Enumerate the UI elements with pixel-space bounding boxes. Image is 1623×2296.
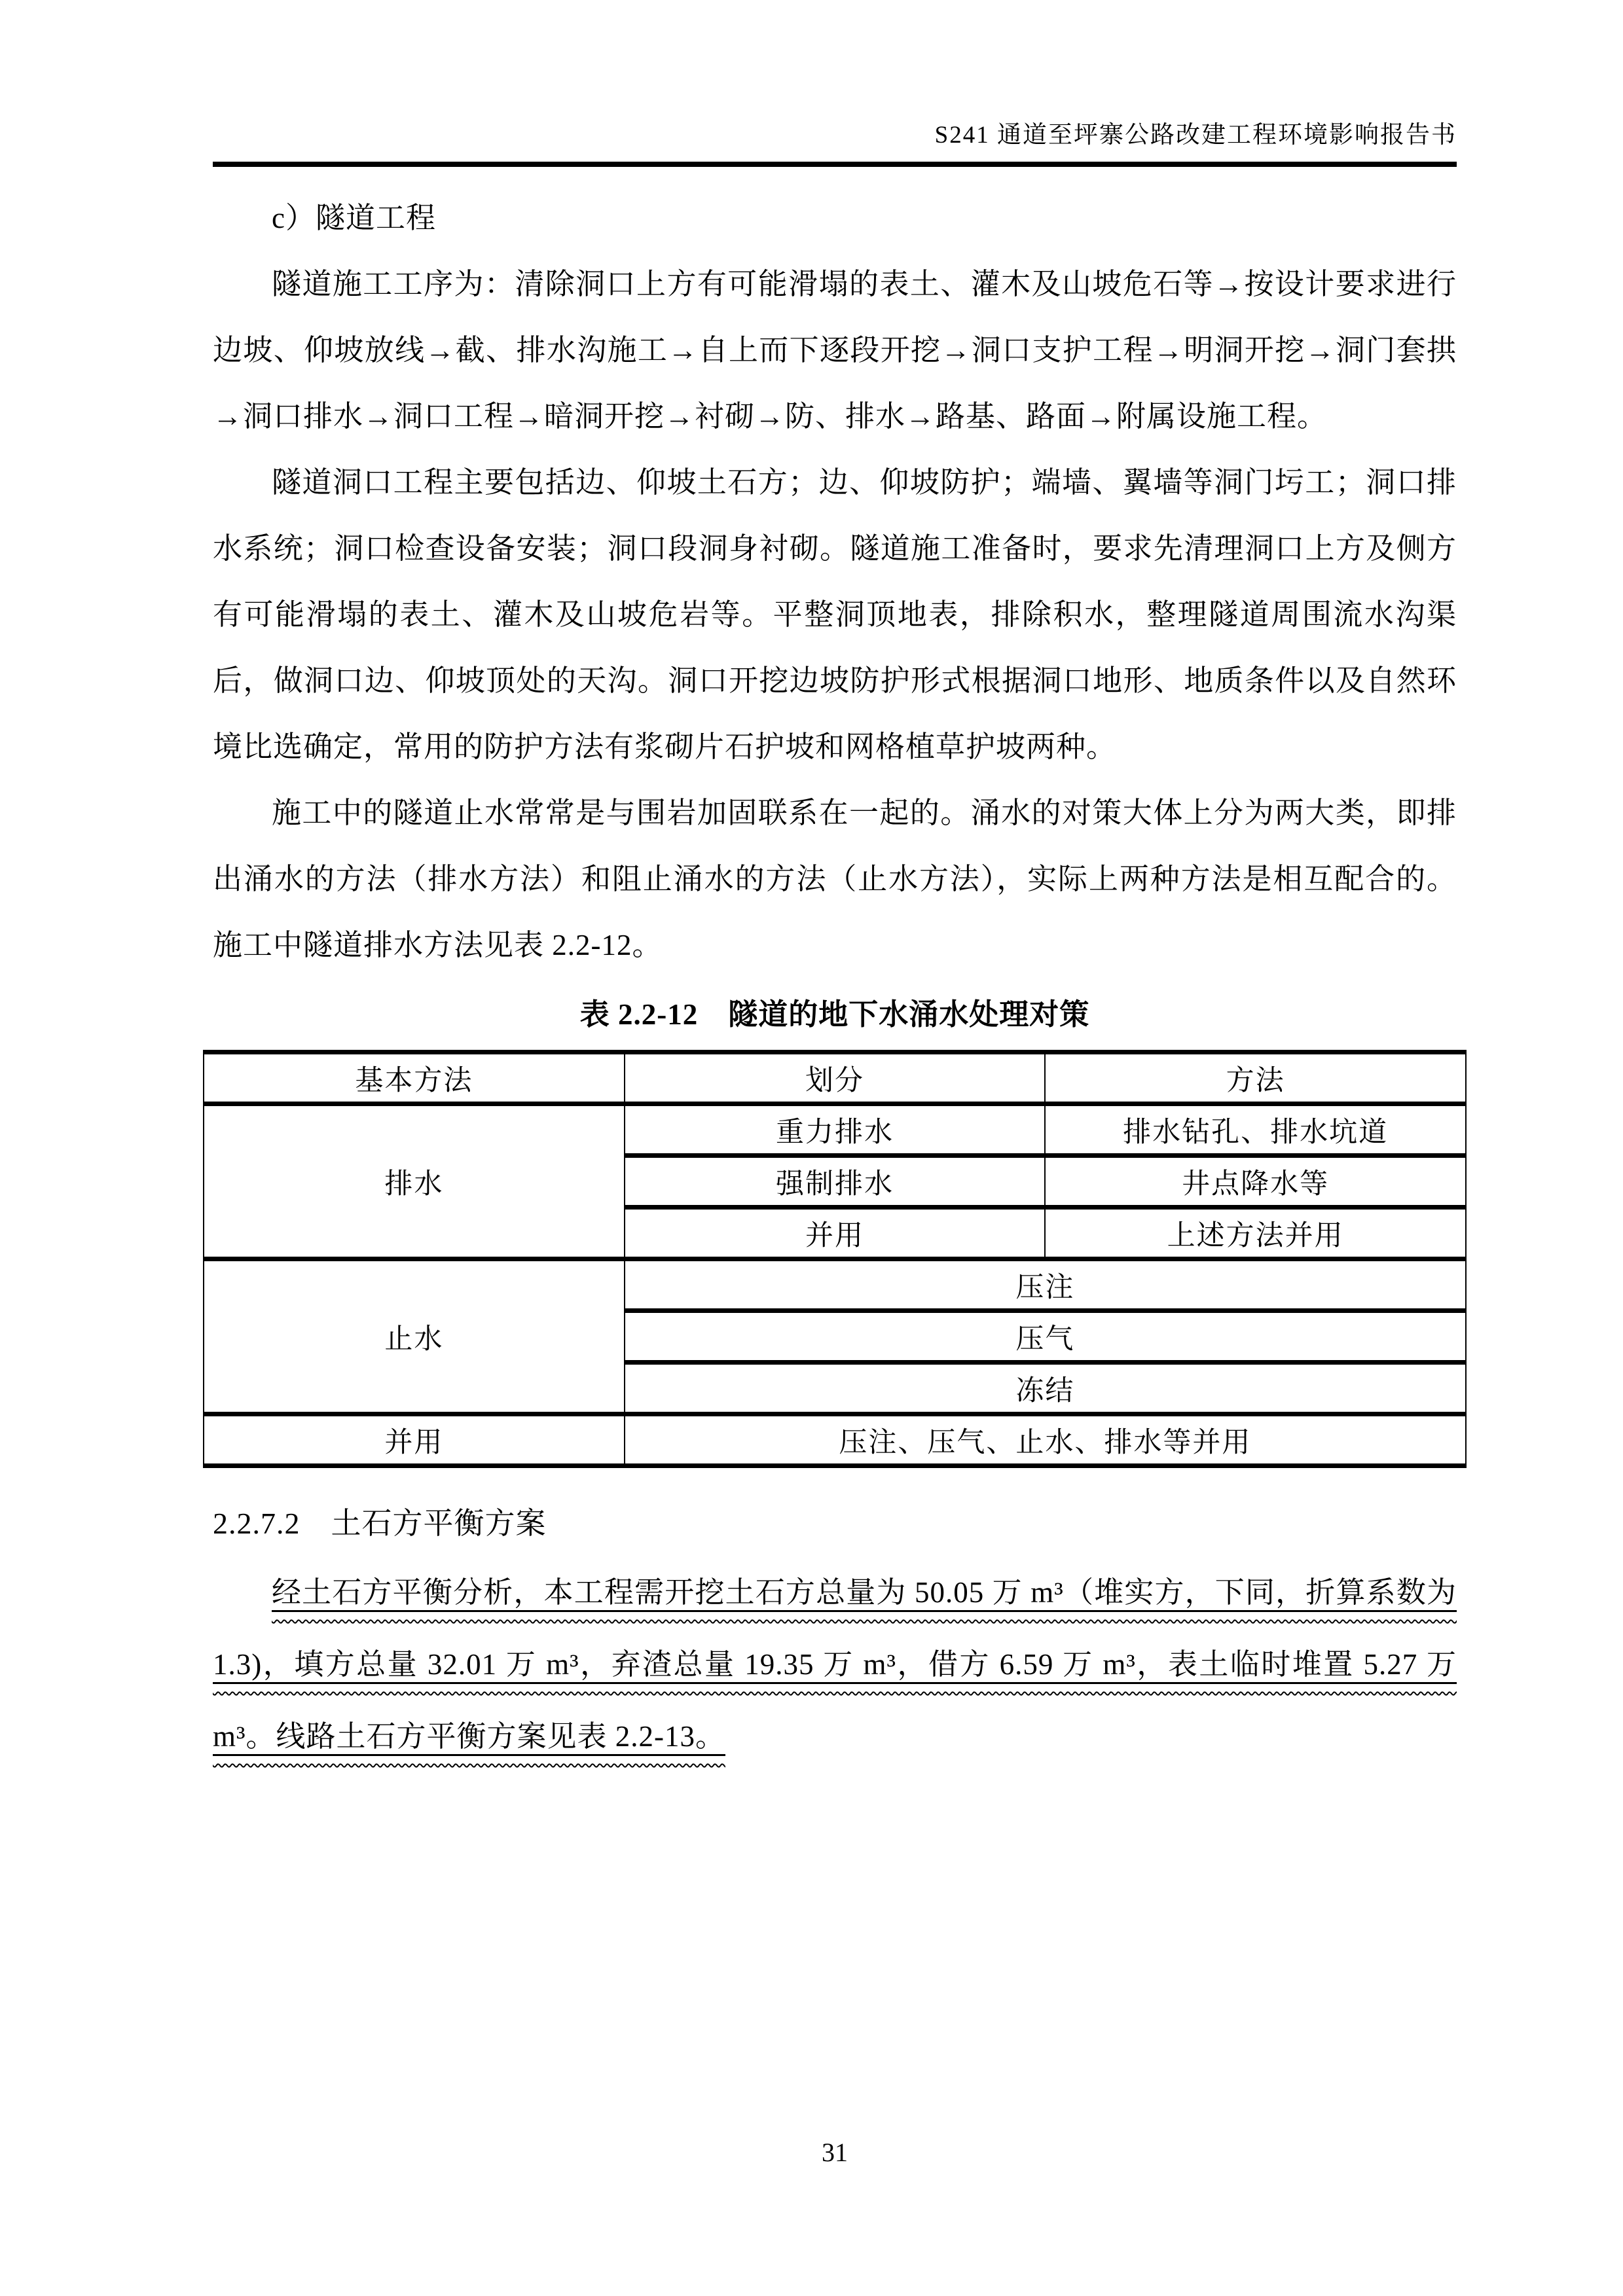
cell-drainage-label: 排水 <box>204 1104 625 1259</box>
cell-gravity-drainage-method: 排水钻孔、排水坑道 <box>1045 1104 1466 1156</box>
cell-grouting: 压注 <box>625 1259 1466 1311</box>
column-header-division: 划分 <box>625 1052 1046 1104</box>
cell-gravity-drainage: 重力排水 <box>625 1104 1046 1156</box>
item-c-heading: c）隧道工程 <box>272 202 436 234</box>
cell-water-stop-label: 止水 <box>204 1259 625 1414</box>
table-header-row <box>204 1052 1466 1104</box>
table-row-grouting <box>204 1259 1466 1311</box>
table-body <box>204 1052 1466 1466</box>
cell-compressed-air: 压气 <box>625 1311 1466 1363</box>
table-row-gravity-drainage <box>204 1104 1466 1156</box>
header-rule <box>213 162 1457 167</box>
cell-drainage-combined-method: 上述方法并用 <box>1045 1208 1466 1259</box>
document-body <box>213 185 1457 1772</box>
page-footer <box>213 2137 1457 2168</box>
cell-drainage-combined: 并用 <box>625 1208 1046 1259</box>
page-number: 31 <box>822 2138 848 2167</box>
header-title: S241 通道至坪寨公路改建工程环境影响报告书 <box>934 122 1457 149</box>
cell-forced-drainage-method: 井点降水等 <box>1045 1156 1466 1208</box>
section-2-2-7-2-heading: 2.2.7.2 土石方平衡方案 <box>213 1507 547 1540</box>
column-header-method: 方法 <box>1045 1052 1466 1104</box>
page-header <box>213 121 1457 167</box>
paragraph-water-control: 施工中的隧道止水常常是与围岩加固联系在一起的。涌水的对策大体上分为两大类，即排出涌水的方法（排水方法）和阻止涌水的方法（止水方法），实际上两种方法是相互配合的。施工中隧道排水方法见表 2.2-12。 <box>213 797 1457 961</box>
paragraph-earthwork-balance <box>213 1556 1457 1772</box>
table-row-combined-use <box>204 1414 1466 1466</box>
table-2-2-12-title: 表 2.2-12 隧道的地下水涌水处理对策 <box>579 998 1090 1031</box>
table-2-2-12 <box>203 1050 1467 1468</box>
cell-forced-drainage: 强制排水 <box>625 1156 1046 1208</box>
paragraph-portal-works: 隧道洞口工程主要包括边、仰坡土石方；边、仰坡防护；端墙、翼墙等洞门圬工；洞口排水系统；洞口检查设备安装；洞口段洞身衬砌。隧道施工准备时，要求先清理洞口上方及侧方有可能滑塌的表土、灌木及山坡危岩等。平整洞顶地表，排除积水，整理隧道周围流水沟渠后，做洞口边、仰坡顶处的天沟。洞口开挖边坡防护形式根据洞口地形、地质条件以及自然环境比选确定，常用的防护方法有浆砌片石护坡和网格植草护坡两种。 <box>213 466 1457 763</box>
cell-combined-method: 压注、压气、止水、排水等并用 <box>625 1414 1466 1466</box>
cell-combined-label: 并用 <box>204 1414 625 1466</box>
earthwork-balance-underlined-text: 经土石方平衡分析，本工程需开挖土石方总量为 50.05 万 m³（堆实方，下同，折算系数为 1.3)，填方总量 32.01 万 m³，弃渣总量 19.35 万 m³，借方 6.59 万 m³，表土临时堆置 5.27 万 m³。线路土石方平衡方案见表 2.2-13。 <box>213 1576 1457 1753</box>
column-header-basic-method: 基本方法 <box>204 1052 625 1104</box>
cell-freezing: 冻结 <box>625 1363 1466 1414</box>
paragraph-tunnel-procedure: 隧道施工工序为：清除洞口上方有可能滑塌的表土、灌木及山坡危石等→按设计要求进行边坡、仰坡放线→截、排水沟施工→自上而下逐段开挖→洞口支护工程→明洞开挖→洞门套拱→洞口排水→洞口工程→暗洞开挖→衬砌→防、排水→路基、路面→附属设施工程。 <box>213 268 1457 433</box>
